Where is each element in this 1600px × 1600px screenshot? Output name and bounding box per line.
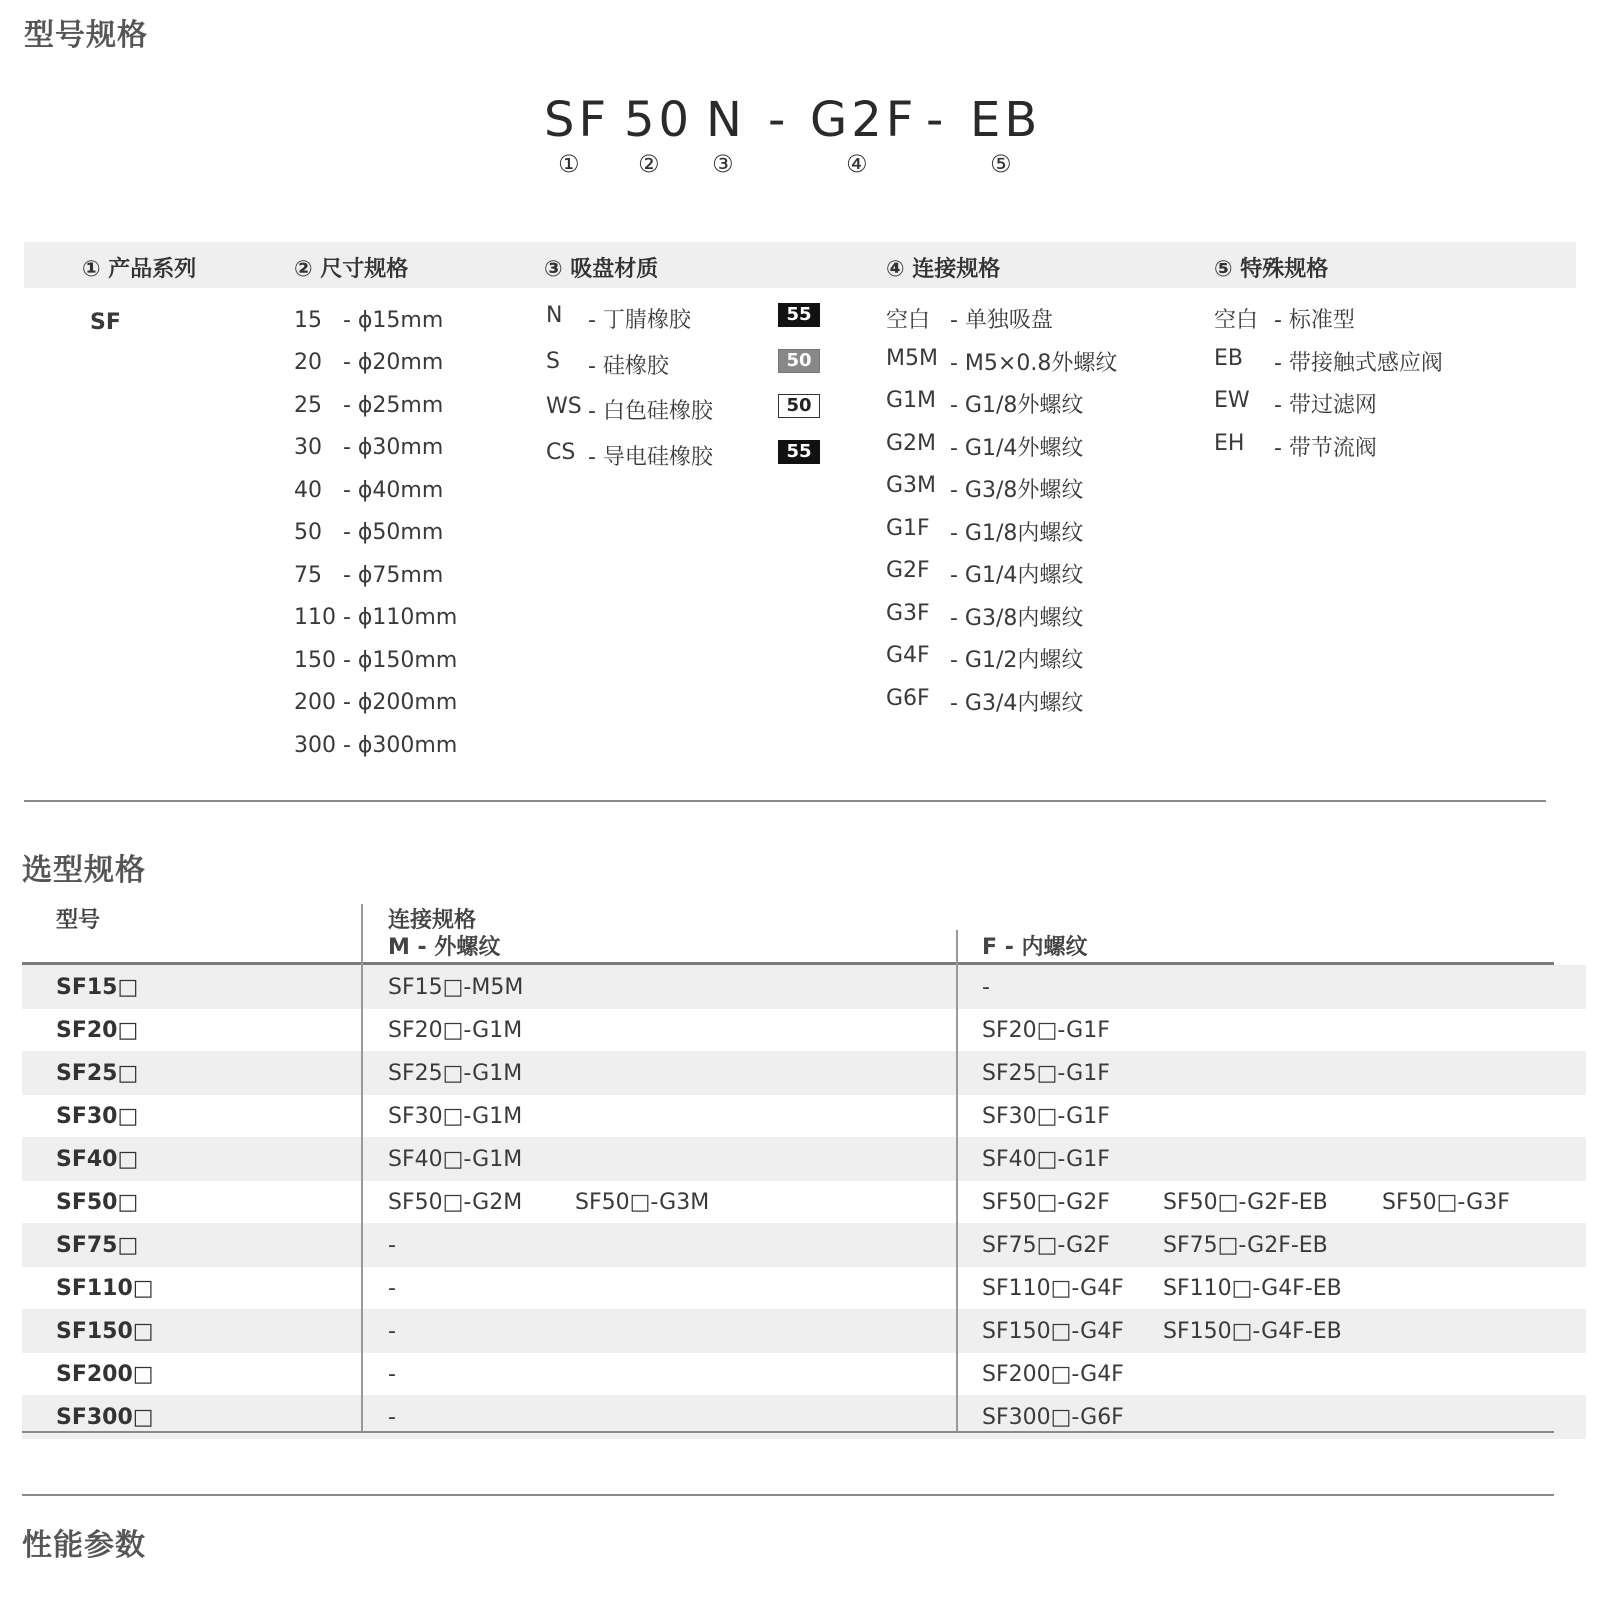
table-header-internal-thread: F - 内螺纹 xyxy=(982,935,1088,960)
spec-header-size: ② 尺寸规格 xyxy=(294,257,409,282)
table-row xyxy=(22,1094,1586,1138)
section-title-selection: 选型规格 xyxy=(22,853,146,888)
special-desc: - 带节流阀 xyxy=(1274,436,1377,461)
size-item: 300 - ϕ300mm xyxy=(294,733,458,758)
series-item: SF xyxy=(90,310,121,335)
connection-desc: - M5×0.8外螺纹 xyxy=(950,351,1118,376)
special-code: 空白 xyxy=(1214,308,1259,333)
m-cell: SF50□-G3M xyxy=(575,1190,710,1215)
code-material: N xyxy=(706,92,746,148)
material-desc: - 丁腈橡胶 xyxy=(588,308,691,333)
m-cell: SF40□-G1M xyxy=(388,1147,523,1172)
table-row xyxy=(22,1309,1586,1353)
size-item: 20 - ϕ20mm xyxy=(294,350,444,375)
code-marker-3: ③ xyxy=(712,150,734,178)
connection-code: M5M xyxy=(886,346,938,371)
model-cell: SF25□ xyxy=(56,1061,139,1086)
f-cell: SF30□-G1F xyxy=(982,1104,1110,1129)
code-marker-1: ① xyxy=(558,150,580,178)
table-header-connection: 连接规格 xyxy=(388,908,477,933)
table-row xyxy=(22,1051,1586,1095)
section-divider xyxy=(24,800,1546,802)
table-bottom-rule xyxy=(22,1431,1554,1433)
model-cell: SF75□ xyxy=(56,1233,139,1258)
model-cell: SF15□ xyxy=(56,975,139,1000)
m-cell: SF50□-G2M xyxy=(388,1190,523,1215)
size-item: 110 - ϕ110mm xyxy=(294,605,458,630)
code-special: EB xyxy=(970,92,1042,148)
model-cell: SF200□ xyxy=(56,1362,154,1387)
code-size: 50 xyxy=(624,92,694,148)
special-code: EH xyxy=(1214,431,1245,456)
table-row xyxy=(22,1352,1586,1396)
material-desc: - 导电硅橡胶 xyxy=(588,445,713,470)
hardness-badge: 50 xyxy=(778,349,820,373)
material-code: S xyxy=(546,349,560,374)
special-desc: - 标准型 xyxy=(1274,308,1355,333)
f-cell: SF50□-G2F xyxy=(982,1190,1110,1215)
f-cell: SF200□-G4F xyxy=(982,1362,1124,1387)
table-row xyxy=(22,1008,1586,1052)
connection-code: G3F xyxy=(886,601,930,626)
model-cell: SF300□ xyxy=(56,1405,154,1430)
m-cell: SF15□-M5M xyxy=(388,975,524,1000)
hardness-badge: 55 xyxy=(778,303,820,327)
table-header-model: 型号 xyxy=(56,908,101,933)
section-divider xyxy=(22,1494,1554,1496)
size-item: 75 - ϕ75mm xyxy=(294,563,444,588)
f-cell: SF20□-G1F xyxy=(982,1018,1110,1043)
m-cell: SF20□-G1M xyxy=(388,1018,523,1043)
size-item: 40 - ϕ40mm xyxy=(294,478,444,503)
spec-header-band xyxy=(24,242,1576,288)
model-cell: SF110□ xyxy=(56,1276,154,1301)
f-cell: SF75□-G2F-EB xyxy=(1163,1233,1328,1258)
connection-code: G3M xyxy=(886,473,937,498)
section-title-model-spec: 型号规格 xyxy=(24,18,148,53)
connection-code: G1F xyxy=(886,516,930,541)
f-cell: SF25□-G1F xyxy=(982,1061,1110,1086)
size-item: 50 - ϕ50mm xyxy=(294,520,444,545)
connection-code: 空白 xyxy=(886,308,931,333)
table-row xyxy=(22,1180,1586,1224)
connection-desc: - G3/4内螺纹 xyxy=(950,691,1084,716)
m-cell: - xyxy=(388,1405,396,1430)
connection-desc: - G3/8外螺纹 xyxy=(950,478,1084,503)
f-cell: SF110□-G4F xyxy=(982,1276,1124,1301)
f-cell: SF110□-G4F-EB xyxy=(1163,1276,1342,1301)
model-cell: SF50□ xyxy=(56,1190,139,1215)
spec-header-special: ⑤ 特殊规格 xyxy=(1214,257,1329,282)
connection-desc: - G1/8外螺纹 xyxy=(950,393,1084,418)
m-cell: SF30□-G1M xyxy=(388,1104,523,1129)
connection-code: G1M xyxy=(886,388,937,413)
special-desc: - 带过滤网 xyxy=(1274,393,1377,418)
table-row xyxy=(22,1266,1586,1310)
f-cell: SF50□-G2F-EB xyxy=(1163,1190,1328,1215)
material-code: N xyxy=(546,303,563,328)
spec-header-series: ① 产品系列 xyxy=(82,257,197,282)
material-code: CS xyxy=(546,440,576,465)
f-cell: SF50□-G3F xyxy=(1382,1190,1510,1215)
code-dash-2: - xyxy=(926,92,948,148)
code-marker-4: ④ xyxy=(846,150,868,178)
connection-desc: - G1/2内螺纹 xyxy=(950,648,1084,673)
f-cell: SF150□-G4F-EB xyxy=(1163,1319,1342,1344)
m-cell: - xyxy=(388,1276,396,1301)
material-desc: - 白色硅橡胶 xyxy=(588,399,713,424)
special-desc: - 带接触式感应阀 xyxy=(1274,351,1443,376)
special-code: EW xyxy=(1214,388,1250,413)
connection-code: G2F xyxy=(886,558,930,583)
table-column-divider xyxy=(361,904,363,1432)
hardness-badge: 55 xyxy=(778,440,820,464)
table-row xyxy=(22,1137,1586,1181)
spec-header-material: ③ 吸盘材质 xyxy=(544,257,659,282)
f-cell: - xyxy=(982,975,990,1000)
m-cell: - xyxy=(388,1319,396,1344)
m-cell: SF25□-G1M xyxy=(388,1061,523,1086)
spec-header-connection: ④ 连接规格 xyxy=(886,257,1001,282)
connection-desc: - G1/4外螺纹 xyxy=(950,436,1084,461)
f-cell: SF75□-G2F xyxy=(982,1233,1110,1258)
connection-desc: - 单独吸盘 xyxy=(950,308,1053,333)
code-marker-2: ② xyxy=(638,150,660,178)
section-title-performance: 性能参数 xyxy=(22,1528,146,1563)
material-desc: - 硅橡胶 xyxy=(588,354,669,379)
model-cell: SF150□ xyxy=(56,1319,154,1344)
f-cell: SF150□-G4F xyxy=(982,1319,1124,1344)
m-cell: - xyxy=(388,1362,396,1387)
size-item: 200 - ϕ200mm xyxy=(294,690,458,715)
material-code: WS xyxy=(546,394,582,419)
size-item: 30 - ϕ30mm xyxy=(294,435,444,460)
size-item: 150 - ϕ150mm xyxy=(294,648,458,673)
code-series: SF xyxy=(544,92,611,148)
connection-code: G2M xyxy=(886,431,937,456)
size-item: 25 - ϕ25mm xyxy=(294,393,444,418)
connection-desc: - G1/4内螺纹 xyxy=(950,563,1084,588)
table-row xyxy=(22,965,1586,1009)
model-cell: SF20□ xyxy=(56,1018,139,1043)
model-cell: SF40□ xyxy=(56,1147,139,1172)
f-cell: SF300□-G6F xyxy=(982,1405,1124,1430)
f-cell: SF40□-G1F xyxy=(982,1147,1110,1172)
code-dash-1: - xyxy=(768,92,790,148)
code-marker-5: ⑤ xyxy=(990,150,1012,178)
model-cell: SF30□ xyxy=(56,1104,139,1129)
connection-desc: - G1/8内螺纹 xyxy=(950,521,1084,546)
size-item: 15 - ϕ15mm xyxy=(294,308,444,333)
special-code: EB xyxy=(1214,346,1243,371)
connection-code: G4F xyxy=(886,643,930,668)
table-header-external-thread: M - 外螺纹 xyxy=(388,935,501,960)
code-connection: G2F xyxy=(810,92,918,148)
connection-desc: - G3/8内螺纹 xyxy=(950,606,1084,631)
hardness-badge: 50 xyxy=(778,394,820,418)
table-column-divider xyxy=(956,930,958,1432)
table-row xyxy=(22,1223,1586,1267)
m-cell: - xyxy=(388,1233,396,1258)
connection-code: G6F xyxy=(886,686,930,711)
